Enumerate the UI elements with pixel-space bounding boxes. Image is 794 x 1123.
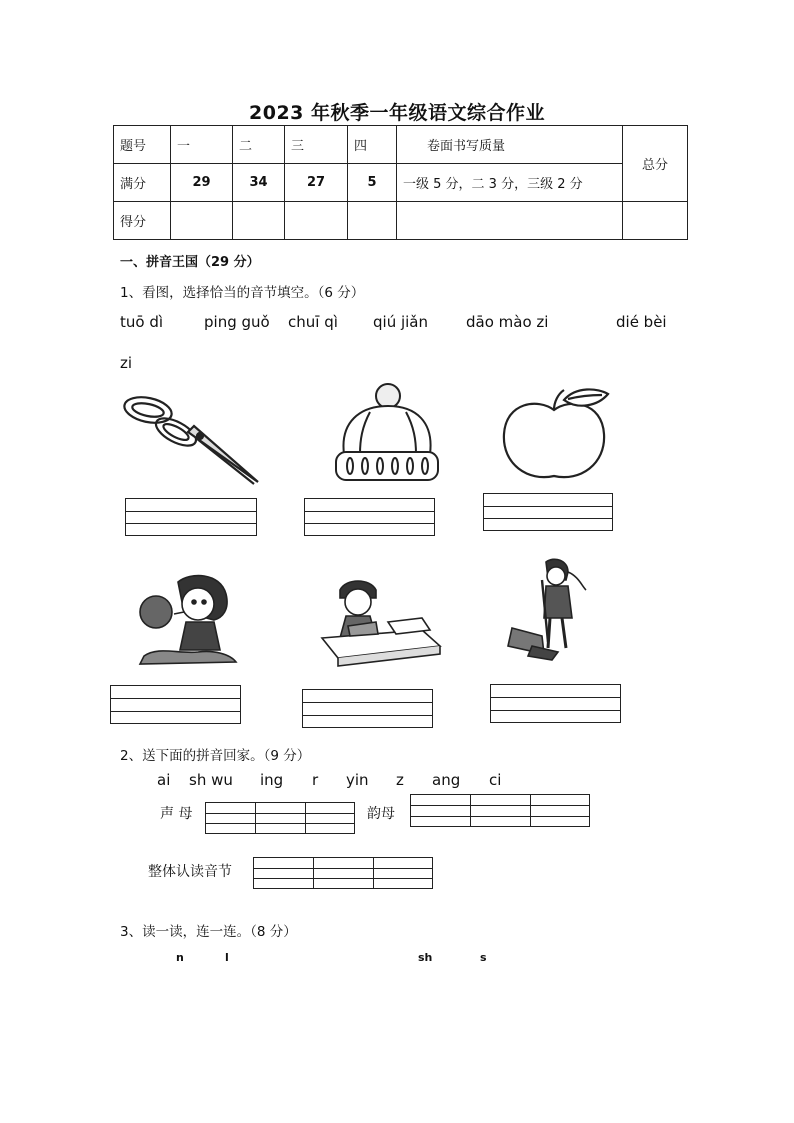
initial-letter: s [480, 951, 487, 964]
pinyin-item: z [396, 771, 404, 789]
column-label-3: 三 [285, 126, 348, 164]
full-score-3: 27 [285, 164, 348, 202]
question-3-prompt: 3、读一读，连一连。（8 分） [120, 924, 297, 940]
yunmu-label: 韵母 [367, 806, 395, 822]
pinyin-writing-box[interactable] [110, 685, 241, 724]
pinyin-item: ang [432, 771, 461, 789]
pinyin-option: ping guǒ [204, 313, 270, 331]
section-heading: 一、拼音王国（29 分） [120, 255, 260, 270]
shengmu-grid[interactable] [205, 802, 355, 834]
column-label-2: 二 [233, 126, 285, 164]
pinyin-item: yin [346, 771, 369, 789]
scissors-picture [118, 392, 264, 488]
pinyin-item: ing [260, 771, 284, 789]
column-label-4: 四 [348, 126, 397, 164]
got-score-3[interactable] [285, 202, 348, 240]
full-score-2: 34 [233, 164, 285, 202]
full-score-label: 满分 [114, 164, 171, 202]
got-score-2[interactable] [233, 202, 285, 240]
score-table [113, 125, 688, 240]
pinyin-writing-box[interactable] [125, 498, 257, 536]
boy-folding-quilt-picture [318, 576, 444, 668]
quality-desc: 一级 5 分，二 3 分，三级 2 分 [397, 164, 623, 202]
pinyin-item: r [312, 771, 319, 789]
initial-letter: n [176, 951, 184, 964]
pinyin-item: ci [489, 771, 502, 789]
pinyin-writing-box[interactable] [302, 689, 433, 728]
pinyin-writing-box[interactable] [304, 498, 435, 536]
zhengti-grid[interactable] [253, 857, 433, 889]
shengmu-label: 声 母 [160, 806, 193, 822]
initial-letter: l [225, 951, 229, 964]
wool-hat-picture [330, 382, 442, 484]
score-header-label: 题号 [114, 126, 171, 164]
got-score-1[interactable] [171, 202, 233, 240]
girl-blowing-balloon-picture [138, 572, 238, 668]
full-score-1: 29 [171, 164, 233, 202]
quality-header: 卷面书写质量 [397, 126, 623, 164]
pinyin-option: dāo mào zi [466, 313, 549, 331]
apple-picture [498, 384, 612, 484]
got-score-label: 得分 [114, 202, 171, 240]
total-label: 总分 [623, 126, 688, 202]
pinyin-option: chuī qì [288, 313, 338, 331]
pinyin-writing-box[interactable] [483, 493, 613, 531]
question-2-prompt: 2、送下面的拼音回家。（9 分） [120, 748, 311, 764]
initial-letter: sh [418, 951, 433, 964]
column-label-1: 一 [171, 126, 233, 164]
pinyin-option: tuō dì [120, 313, 164, 331]
pinyin-option: qiú jiǎn [373, 313, 428, 331]
pinyin-item: sh wu [189, 771, 233, 789]
pinyin-option: dié bèi [616, 313, 667, 331]
got-score-total[interactable] [623, 202, 688, 240]
yunmu-grid[interactable] [410, 794, 590, 827]
pinyin-item: ai [157, 771, 171, 789]
zhengti-label: 整体认读音节 [148, 864, 232, 880]
question-1-prompt: 1、看图，选择恰当的音节填空。（6 分） [120, 285, 365, 301]
full-score-4: 5 [348, 164, 397, 202]
pinyin-writing-box[interactable] [490, 684, 621, 723]
girl-sweeping-floor-picture [502, 556, 592, 664]
page-title: 2023 年秋季一年级语文综合作业 [249, 102, 545, 124]
pinyin-option-wrap: zi [120, 354, 133, 372]
got-score-4[interactable] [348, 202, 397, 240]
got-score-quality[interactable] [397, 202, 623, 240]
